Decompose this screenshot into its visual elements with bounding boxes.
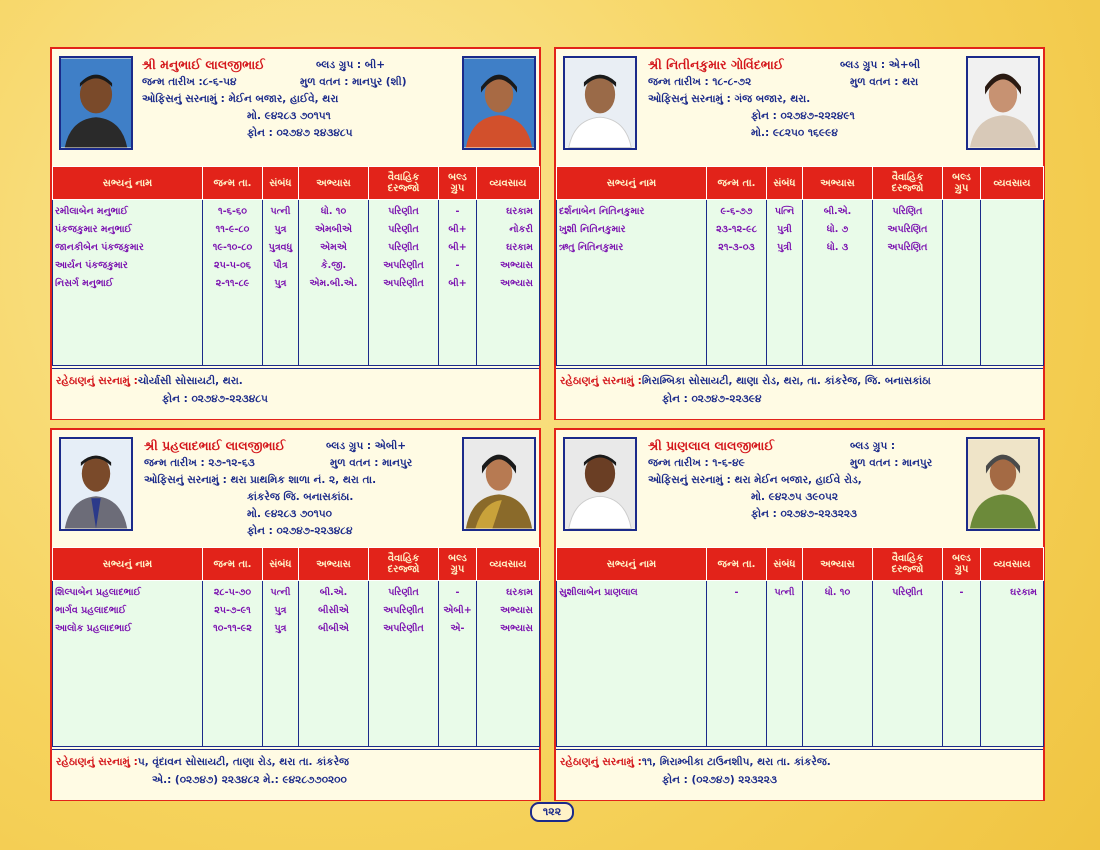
member-relations	[767, 200, 803, 366]
residence-address	[52, 368, 539, 419]
table-cell: એબી+	[443, 605, 472, 616]
member-names	[53, 581, 203, 747]
marital-word-2: દરજ્જો	[891, 564, 924, 575]
col-header-name: સભ્યનું નામ	[53, 167, 203, 200]
table-cell: પુત્ર	[274, 623, 287, 634]
native-place: મુળ વતન : માનપુર (શી)	[300, 76, 407, 88]
residence-phone: ફોન : (૦૨૭૪૭) ૨૨૩૨૨૩	[662, 774, 777, 786]
table-cell: અપરિણીત	[383, 260, 424, 271]
table-cell: ૨૮-૫-૭૦	[213, 587, 252, 598]
member-marital	[873, 200, 943, 366]
table-cell: ધો. ૭	[826, 224, 849, 235]
office-line: મો. ૯૪૨૮૩ ૭૦૧૫૧	[247, 110, 331, 122]
table-cell: ખુશી નિતિનકુમાર	[559, 224, 626, 235]
table-cell: બીબીએ	[318, 623, 349, 634]
marital-word-1: વૈવાહિક	[891, 553, 924, 564]
table-cell: પરિણિત	[892, 206, 923, 217]
col-header-marital	[369, 167, 439, 200]
table-cell: સુશીલાબેન પ્રાણલાલ	[559, 587, 638, 598]
residence-address	[52, 749, 539, 800]
marital-word-1: વૈવાહિક	[891, 172, 924, 183]
blood-word-2: ગ્રુપ	[954, 183, 969, 194]
table-cell: પુત્ર	[274, 605, 287, 616]
residence-address	[556, 368, 1043, 419]
table-cell: ૨૧-૩-૦૩	[718, 242, 755, 253]
table-cell: અભ્યાસ	[500, 623, 533, 634]
native-place: મુળ વતન : માનપુર	[850, 457, 933, 469]
table-cell: એમએ	[320, 242, 347, 253]
table-cell: અપરિણીત	[383, 278, 424, 289]
table-cell: રમીલાબેન મનુભાઈ	[55, 206, 128, 217]
residence-phone: ફોન : ૦૨૭૪૭-૨૨૩૪૮૫	[162, 393, 268, 405]
table-cell: ૨-૧૧-૮૯	[215, 278, 250, 289]
table-body	[557, 200, 1044, 366]
table-cell: અપરિણિત	[887, 242, 928, 253]
wife-photo	[966, 437, 1040, 531]
table-cell: પત્નિ	[774, 206, 795, 217]
table-cell: બી+	[448, 224, 467, 235]
col-header-blood	[943, 548, 981, 581]
family-card	[50, 428, 541, 801]
office-address: ઓફિસનું સરનામું : થરા પ્રાથમિક શાળા નં. ૨, થરા તા.	[144, 474, 377, 486]
office-address: ઓફિસનું સરનામું : મેઈન બજાર, હાઈવે, થરા	[142, 93, 339, 105]
blood-group: બ્લડ ગ્રુપ : એબી+	[326, 440, 407, 452]
member-marital	[369, 581, 439, 747]
table-cell: ૨૫-૫-૦૬	[214, 260, 251, 271]
col-header-name: સભ્યનું નામ	[557, 167, 707, 200]
member-relations	[263, 200, 299, 366]
col-header-marital	[873, 167, 943, 200]
col-header-occupation: વ્યવસાય	[981, 548, 1044, 581]
table-cell: ઋતુ નિતિનકુમાર	[559, 242, 624, 253]
blood-word-2: ગ્રુપ	[450, 183, 465, 194]
col-header-education: અભ્યાસ	[299, 167, 369, 200]
family-card	[554, 428, 1045, 801]
table-cell: કે.જી.	[320, 260, 347, 271]
col-header-blood	[943, 167, 981, 200]
husband-photo	[59, 56, 133, 150]
office-line: ફોન : ૦૨૭૪૭-૨૨૨૪૯૧	[751, 110, 855, 122]
blood-word-2: ગ્રુપ	[954, 564, 969, 575]
table-body	[557, 581, 1044, 747]
table-cell: એમબીએ	[314, 224, 353, 235]
head-name: શ્રી પ્રહલાદભાઈ લાલજીભાઈ	[144, 438, 286, 453]
table-cell: ધો. ૩	[826, 242, 849, 253]
office-line: ફોન : ૦૨૭૪૭ ૨૪૩૪૮૫	[247, 127, 353, 139]
blood-word-1: બલ્ડ	[952, 172, 971, 183]
table-cell: બી+	[448, 278, 467, 289]
table-header	[557, 167, 1044, 200]
office-address: ઓફિસનું સરનામું : થરા મેઈન બજાર, હાઈવે રોડ,	[648, 474, 862, 486]
col-header-occupation: વ્યવસાય	[477, 167, 540, 200]
head-name: શ્રી મનુભાઈ લાલજીભાઈ	[142, 57, 265, 72]
table-cell: આલોક પ્રહલાદભાઈ	[55, 623, 132, 634]
family-table	[52, 547, 540, 747]
residence-phone: ફોન : ૦૨૭૪૭-૨૨૩૯૪	[662, 393, 762, 405]
member-relations	[263, 581, 299, 747]
table-cell: ધો. ૧૦	[320, 206, 347, 217]
birth-date: જન્મ તારીખ : ૨૭-૧૨-૬૩	[144, 457, 255, 469]
table-cell: પત્ની	[774, 587, 795, 598]
col-header-name: સભ્યનું નામ	[53, 548, 203, 581]
birth-date: જન્મ તારીખ : ૧૮-૮-૭૨	[648, 76, 752, 88]
table-cell: પુત્ર	[274, 224, 287, 235]
member-marital	[369, 200, 439, 366]
table-cell: એમ.બી.એ.	[309, 278, 358, 289]
member-education	[299, 581, 369, 747]
office-line: ફોન : ૦૨૭૪૭-૨૨૩૪૮૪	[247, 525, 353, 537]
member-blood	[943, 200, 981, 366]
marital-word-2: દરજ્જો	[891, 183, 924, 194]
member-blood	[943, 581, 981, 747]
residence-label: રહેઠાણનું સરનામું :	[56, 756, 138, 768]
col-header-education: અભ્યાસ	[299, 548, 369, 581]
table-cell: અભ્યાસ	[500, 605, 533, 616]
member-dobs	[707, 581, 767, 747]
table-cell: ભાર્ગવ પ્રહલાદભાઈ	[55, 605, 127, 616]
table-cell: પત્ની	[270, 587, 291, 598]
family-table	[556, 166, 1044, 366]
table-cell: શિલ્પાબેન પ્રહલાદભાઈ	[55, 587, 141, 598]
table-cell: આર્યન પંકજકુમાર	[55, 260, 128, 271]
member-education	[803, 581, 873, 747]
office-line: મો.: ૯૮૨૫૦ ૧૬૯૯૪	[751, 127, 838, 139]
blood-word-1: બલ્ડ	[448, 172, 467, 183]
family-card	[50, 47, 541, 420]
col-header-relation: સંબંધ	[263, 548, 299, 581]
residence-label: રહેઠાણનું સરનામું :	[56, 375, 138, 387]
table-cell: ઘરકામ	[1010, 587, 1037, 598]
table-cell: ૧૦-૧૧-૯૨	[213, 623, 252, 634]
member-occupation	[981, 200, 1044, 366]
table-cell: -	[959, 587, 964, 598]
col-header-dob: જન્મ તા.	[707, 167, 767, 200]
table-cell: બીસીએ	[318, 605, 349, 616]
table-cell: પુત્રી	[777, 242, 792, 253]
table-cell: -	[455, 587, 460, 598]
residence-line: ચોર્યાસી સોસાયટી, થરા.	[137, 375, 243, 387]
wife-photo	[462, 437, 536, 531]
col-header-relation: સંબંધ	[767, 167, 803, 200]
table-cell: -	[734, 587, 739, 598]
table-header	[557, 548, 1044, 581]
husband-photo	[563, 437, 637, 531]
office-line: મો. ૯૪૨૮૩ ૭૦૧૫૦	[247, 508, 332, 520]
page-number: ૧૨૨	[530, 802, 574, 822]
table-cell: પરિણીત	[388, 224, 419, 235]
table-cell: અપરિણિત	[887, 224, 928, 235]
col-header-blood	[439, 167, 477, 200]
native-place: મુળ વતન : થરા	[850, 76, 919, 88]
husband-photo	[563, 56, 637, 150]
marital-word-1: વૈવાહિક	[387, 553, 420, 564]
table-cell: અપરિણીત	[383, 605, 424, 616]
col-header-name: સભ્યનું નામ	[557, 548, 707, 581]
marital-word-1: વૈવાહિક	[387, 172, 420, 183]
residence-address	[556, 749, 1043, 800]
member-dobs	[203, 581, 263, 747]
blood-group: બ્લડ ગ્રુપ : એ+બી	[840, 59, 921, 71]
table-cell: બી+	[448, 242, 467, 253]
table-cell: પૌત્ર	[273, 260, 288, 271]
member-marital	[873, 581, 943, 747]
table-cell: -	[455, 206, 460, 217]
table-cell: દર્શનાબેન નિતિનકુમાર	[559, 206, 645, 217]
col-header-dob: જન્મ તા.	[203, 167, 263, 200]
residence-label: રહેઠાણનું સરનામું :	[560, 756, 642, 768]
member-blood	[439, 200, 477, 366]
member-names	[557, 200, 707, 366]
col-header-blood	[439, 548, 477, 581]
table-cell: પુત્રી	[777, 224, 792, 235]
table-cell: ૨૩-૧૨-૯૮	[716, 224, 757, 235]
blood-group: બ્લડ ગ્રુપ :	[850, 440, 896, 452]
head-name: શ્રી નિતીનકુમાર ગોવિંદભાઈ	[648, 57, 784, 72]
table-cell: ધો. ૧૦	[824, 587, 851, 598]
blood-word-1: બલ્ડ	[952, 553, 971, 564]
table-cell: -	[455, 260, 460, 271]
family-card	[554, 47, 1045, 420]
native-place: મુળ વતન : માનપુર	[330, 457, 413, 469]
table-body	[53, 200, 540, 366]
col-header-occupation: વ્યવસાય	[981, 167, 1044, 200]
table-cell: નિસર્ગ મનુભાઈ	[55, 278, 114, 289]
table-body	[53, 581, 540, 747]
table-cell: નોકરી	[509, 224, 533, 235]
table-cell: બી.એ.	[823, 206, 852, 217]
table-cell: અભ્યાસ	[500, 260, 533, 271]
office-line: ફોન : ૦૨૭૪૭-૨૨૩૨૨૩	[751, 508, 858, 520]
wife-photo	[462, 56, 536, 150]
residence-line: ૫, વૃંદાવન સોસાયટી, તાણા રોડ, થરા તા. કાંકરેજ	[137, 756, 349, 768]
family-table	[52, 166, 540, 366]
table-cell: ઘરકામ	[506, 206, 533, 217]
member-occupation	[477, 581, 540, 747]
table-header	[53, 167, 540, 200]
table-cell: પુત્ર	[274, 278, 287, 289]
table-cell: બી.એ.	[319, 587, 348, 598]
col-header-relation: સંબંધ	[767, 548, 803, 581]
col-header-marital	[873, 548, 943, 581]
member-blood	[439, 581, 477, 747]
col-header-education: અભ્યાસ	[803, 548, 873, 581]
table-header	[53, 548, 540, 581]
member-relations	[767, 581, 803, 747]
member-names	[557, 581, 707, 747]
member-dobs	[203, 200, 263, 366]
table-cell: ૨૫-૭-૯૧	[214, 605, 251, 616]
table-cell: પરિણીત	[388, 206, 419, 217]
table-cell: જાનકીબેન પંકજકુમાર	[55, 242, 144, 253]
table-cell: અપરિણીત	[383, 623, 424, 634]
blood-word-1: બલ્ડ	[448, 553, 467, 564]
col-header-occupation: વ્યવસાય	[477, 548, 540, 581]
table-cell: ૧-૬-૬૦	[218, 206, 247, 217]
residence-line: મિરામ્બિકા સોસાયટી, થાણા રોડ, થરા, તા. કાંકરેજ, જિ. બનાસકાંઠા	[641, 375, 931, 387]
residence-label: રહેઠાણનું સરનામું :	[560, 375, 642, 387]
office-line: મો. ૯૪૨૭૫ ૩૯૦૫૨	[751, 491, 839, 503]
birth-date: જન્મ તારીખ : ૧-૬-૪૯	[648, 457, 745, 469]
col-header-marital	[369, 548, 439, 581]
residence-line: ૧૧, મિરામ્બીકા ટાઉનશીપ, થરા તા. કાંકરેજ.	[641, 756, 831, 768]
member-names	[53, 200, 203, 366]
member-occupation	[477, 200, 540, 366]
wife-photo	[966, 56, 1040, 150]
husband-photo	[59, 437, 133, 531]
blood-word-2: ગ્રુપ	[450, 564, 465, 575]
table-cell: પરિણીત	[892, 587, 923, 598]
member-occupation	[981, 581, 1044, 747]
head-name: શ્રી પ્રાણલાલ લાલજીભાઈ	[648, 438, 775, 453]
col-header-dob: જન્મ તા.	[707, 548, 767, 581]
blood-group: બ્લડ ગ્રુપ : બી+	[316, 59, 385, 71]
table-cell: અભ્યાસ	[500, 278, 533, 289]
table-cell: ૧૯-૧૦-૮૦	[212, 242, 253, 253]
member-education	[803, 200, 873, 366]
marital-word-2: દરજ્જો	[387, 183, 420, 194]
office-line: કાંકરેજ જિ. બનાસકાંઠા.	[247, 491, 354, 503]
table-cell: ઘરકામ	[506, 587, 533, 598]
member-dobs	[707, 200, 767, 366]
family-table	[556, 547, 1044, 747]
table-cell: ઘરકામ	[506, 242, 533, 253]
member-education	[299, 200, 369, 366]
residence-phone: એ.: (૦૨૭૪૭) ૨૨૩૪૮૨ મે.: ૯૪૨૮૭૭૦૨૦૦	[152, 774, 347, 786]
table-cell: એ-	[450, 623, 465, 634]
col-header-relation: સંબંધ	[263, 167, 299, 200]
marital-word-2: દરજ્જો	[387, 564, 420, 575]
table-cell: ૯-૬-૭૭	[720, 206, 753, 217]
birth-date: જન્મ તારીખ :૮-૬-૫૪	[142, 76, 237, 88]
office-address: ઓફિસનું સરનામું : ગંજ બજાર, થરા.	[648, 93, 811, 105]
table-cell: પુત્રવધુ	[268, 242, 293, 253]
table-cell: પરિણીત	[388, 587, 419, 598]
col-header-dob: જન્મ તા.	[203, 548, 263, 581]
table-cell: ૧૧-૯-૮૦	[215, 224, 250, 235]
table-cell: પંકજકુમાર મનુભાઈ	[55, 224, 132, 235]
col-header-education: અભ્યાસ	[803, 167, 873, 200]
table-cell: પત્ની	[270, 206, 291, 217]
table-cell: પરિણીત	[388, 242, 419, 253]
